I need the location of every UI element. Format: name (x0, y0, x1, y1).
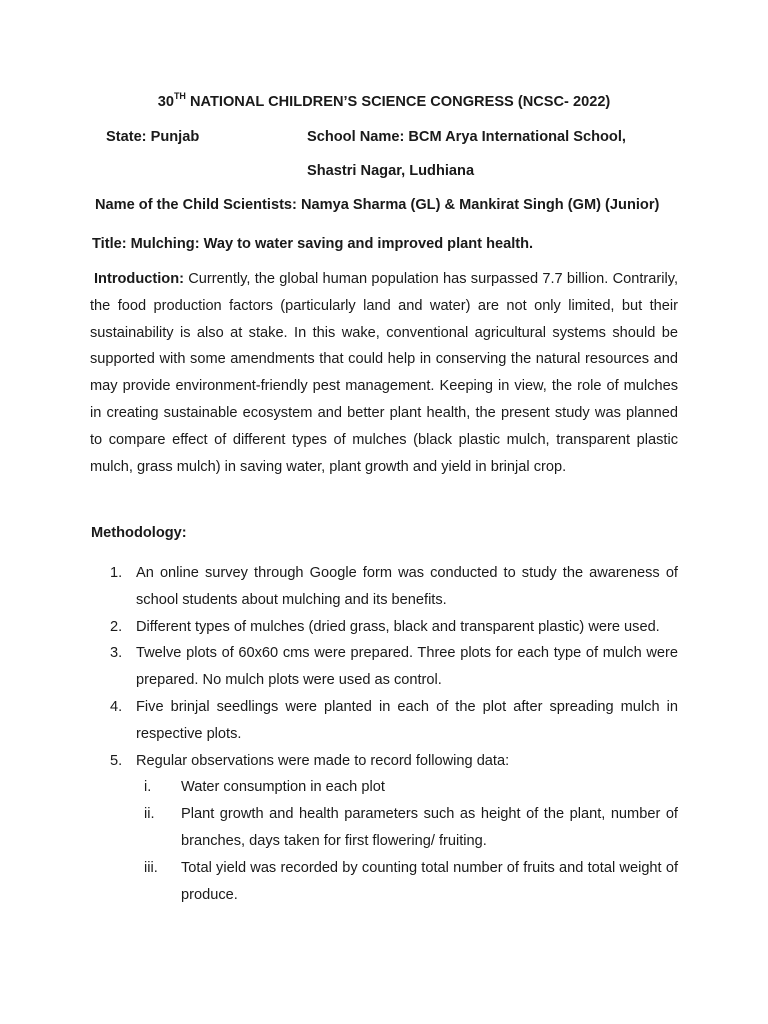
list-item (90, 614, 678, 641)
school-name-line2: Shastri Nagar, Ludhiana (307, 163, 475, 179)
introduction-text: Currently, the global human population has surpassed 7.7 billion. Contrarily, the food production factors (particularly land and water) are not only limited, but their sustainability is also at stake. In this wake, conventional agricultural systems should be supported with some amendments that could help in conserving the natural resources and may provide environment-friendly pest management. Keeping in view, the role of mulches in creating sustainable ecosystem and better plant health, the present study was planned to compare effect of different types of mulches (black plastic mulch, transparent plastic mulch, grass mulch) in saving water, plant growth and yield in brinjal crop. (90, 271, 678, 475)
list-item-text: An online survey through Google form was conducted to study the awareness of school students about mulching and its benefits. (136, 565, 678, 608)
sublist-item-text: Total yield was recorded by counting total number of fruits and total weight of produce. (181, 859, 678, 903)
methodology-list (90, 560, 678, 908)
methodology-heading: Methodology: (91, 525, 187, 541)
sublist-item-number: ii. (144, 806, 155, 823)
project-title: Title: Mulching: Way to water saving and improved plant health. (92, 236, 534, 252)
sublist-item-number: i. (144, 779, 152, 796)
list-item-number: 2. (110, 618, 123, 635)
ordinal-number: 30 (157, 93, 174, 110)
list-item (90, 560, 678, 614)
list-item (90, 748, 678, 909)
congress-heading (0, 92, 768, 110)
state-label: State: Punjab (106, 129, 200, 145)
list-item-text: Five brinjal seedlings were planted in each of the plot after spreading mulch in respective plots. (136, 698, 678, 742)
observation-sublist (136, 774, 678, 908)
introduction-label: Introduction: (94, 271, 184, 287)
list-item (90, 694, 678, 748)
list-item-text: Different types of mulches (dried grass, black and transparent plastic) were used. (136, 618, 660, 635)
congress-title: NATIONAL CHILDREN’S SCIENCE CONGRESS (NCSC- 2022) (185, 93, 611, 110)
ordinal-suffix: TH (173, 91, 186, 101)
list-item-number: 1. (110, 565, 123, 581)
sublist-item-number: iii. (144, 859, 158, 876)
child-scientists: Name of the Child Scientists: Namya Sharma (GL) & Mankirat Singh (GM) (Junior) (95, 197, 660, 213)
list-item-number: 5. (110, 752, 123, 769)
list-item (90, 640, 678, 694)
sublist-item (136, 801, 678, 855)
list-item-number: 4. (110, 698, 123, 715)
list-item-text: Twelve plots of 60x60 cms were prepared. Three plots for each type of mulch were prepared. No mulch plots were used as control. (136, 645, 678, 689)
sublist-item (136, 774, 678, 801)
sublist-item-text: Water consumption in each plot (181, 779, 385, 796)
sublist-item-text: Plant growth and health parameters such as height of the plant, number of branches, days taken for first flowering/ fruiting. (181, 806, 678, 849)
list-item-text: Regular observations were made to record following data: (136, 752, 510, 769)
school-name-line1: School Name: BCM Arya International School, (307, 129, 626, 145)
list-item-number: 3. (110, 645, 123, 662)
sublist-item (136, 855, 678, 909)
introduction-paragraph (90, 266, 678, 480)
